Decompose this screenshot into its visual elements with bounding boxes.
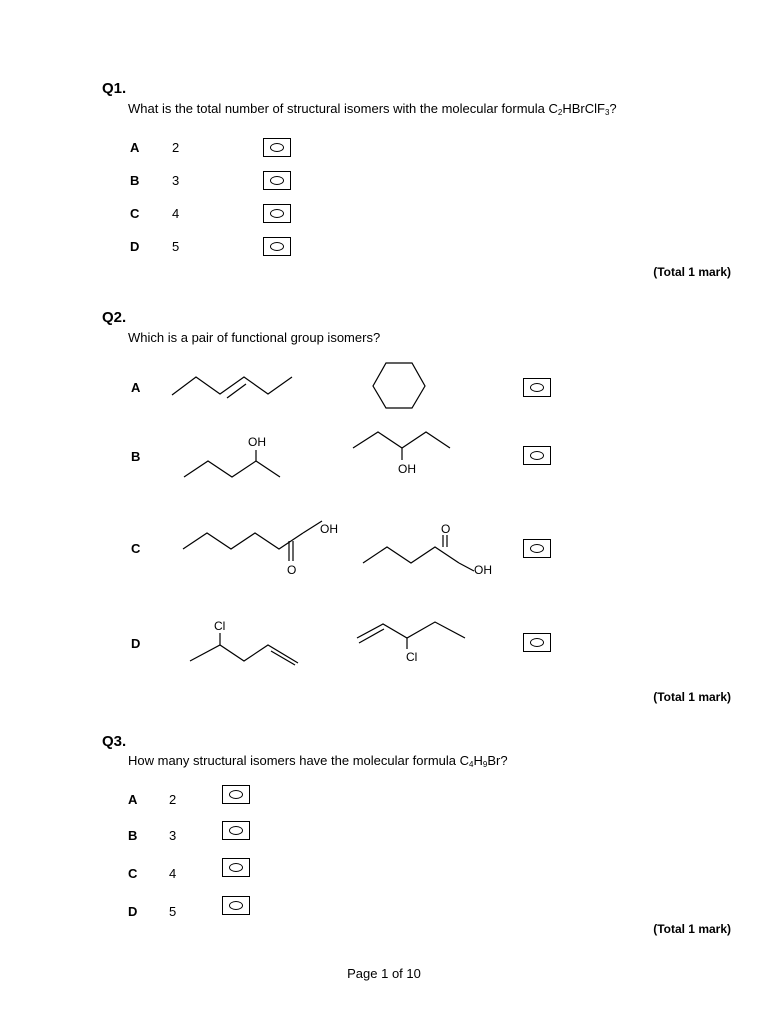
q1-sub2: 3 — [604, 108, 610, 117]
answer-oval-icon — [270, 242, 284, 251]
q2-b-oh-label-1: OH — [248, 435, 266, 449]
q2-d-cl-label-1: Cl — [214, 619, 226, 633]
q2-a-hex-2-ene-structure — [160, 360, 320, 420]
q2-option-c-answer-box[interactable] — [523, 539, 551, 558]
q3-option-c-answer-box[interactable] — [222, 858, 250, 877]
q3-number: Q3. — [102, 733, 127, 750]
q2-option-b-letter: B — [131, 449, 141, 464]
q1-number: Q1. — [102, 80, 127, 97]
q2-total-mark: (Total 1 mark) — [653, 690, 731, 704]
q2-d-chain-bonds — [190, 645, 298, 663]
q2-b2-chain-bonds — [353, 432, 450, 448]
q3-text-pre: How many structural isomers have the molecular formula C — [128, 753, 470, 768]
q2-c-o-label-1: O — [287, 563, 297, 577]
answer-oval-icon — [530, 544, 544, 553]
q2-a-double-bond — [227, 384, 246, 398]
q2-c-o-label-2: O — [441, 522, 451, 536]
q2-option-a-answer-box[interactable] — [523, 378, 551, 397]
q2-c-chain-bonds — [183, 533, 303, 549]
q1-option-b-value: 3 — [172, 173, 180, 188]
q3-text-post: Br? — [487, 753, 508, 768]
q2-option-d-letter: D — [131, 636, 141, 651]
q3-option-c-value: 4 — [169, 866, 177, 881]
page-footer: Page 1 of 10 — [347, 966, 421, 981]
answer-oval-icon — [229, 901, 243, 910]
q2-option-c-letter: C — [131, 541, 141, 556]
q2-a-cyclohexane-structure — [360, 355, 440, 425]
q2-option-b-answer-box[interactable] — [523, 446, 551, 465]
q1-total-mark: (Total 1 mark) — [653, 265, 731, 279]
q3-question-text — [128, 753, 508, 769]
answer-oval-icon — [530, 451, 544, 460]
answer-oval-icon — [229, 863, 243, 872]
q1-option-a-value: 2 — [172, 140, 180, 155]
q3-option-b-letter: B — [128, 828, 138, 843]
q2-number: Q2. — [102, 309, 127, 326]
answer-oval-icon — [270, 209, 284, 218]
q2-b-pentan-2-ol-structure — [170, 425, 310, 495]
q3-text-mid: H — [473, 753, 483, 768]
q1-option-b-answer-box[interactable] — [263, 171, 291, 190]
q3-option-b-value: 3 — [169, 828, 177, 843]
q2-c-oh-label-1: OH — [320, 522, 338, 536]
q2-d-double-bond — [271, 651, 295, 665]
q2-b-pentan-3-ol-structure — [340, 420, 480, 490]
q1-option-c-value: 4 — [172, 206, 180, 221]
q2-d2-double-bond — [359, 629, 384, 643]
q1-option-b-letter: B — [130, 173, 140, 188]
q2-c-oh-label-2: OH — [474, 563, 492, 577]
answer-oval-icon — [530, 638, 544, 647]
q3-total-mark: (Total 1 mark) — [653, 922, 731, 936]
q1-text-post: ? — [609, 101, 617, 116]
q1-option-a-letter: A — [130, 140, 140, 155]
q2-option-a-letter: A — [131, 380, 141, 395]
q1-option-a-answer-box[interactable] — [263, 138, 291, 157]
q2-c-pentanoic-acid-structure — [170, 515, 350, 585]
answer-oval-icon — [229, 826, 243, 835]
q2-c2-oh-bond — [459, 563, 474, 571]
q1-text-pre: What is the total number of structural isomers with the molecular formula C — [128, 101, 558, 116]
answer-oval-icon — [270, 143, 284, 152]
q3-option-d-value: 5 — [169, 904, 177, 919]
answer-oval-icon — [229, 790, 243, 799]
q3-sub2: 9 — [482, 760, 488, 769]
q1-option-d-answer-box[interactable] — [263, 237, 291, 256]
q2-question-text: Which is a pair of functional group isomers? — [128, 330, 381, 345]
q2-d-chloropentene-structure-2 — [350, 610, 490, 670]
q1-text-mid: HBrClF — [562, 101, 605, 116]
q1-option-c-answer-box[interactable] — [263, 204, 291, 223]
q1-question-text — [128, 101, 617, 117]
q2-b-oh-label-2: OH — [398, 462, 416, 476]
q2-a-chain-bonds — [172, 377, 292, 395]
q3-option-c-letter: C — [128, 866, 138, 881]
q3-option-d-letter: D — [128, 904, 138, 919]
q1-option-d-value: 5 — [172, 239, 180, 254]
q3-option-b-answer-box[interactable] — [222, 821, 250, 840]
q3-sub1: 4 — [469, 760, 474, 769]
q2-c-butanoic-acid-structure — [350, 515, 510, 585]
q1-sub1: 2 — [557, 108, 563, 117]
q3-option-a-answer-box[interactable] — [222, 785, 250, 804]
q2-a-cyclohexane-ring — [373, 363, 425, 408]
q3-option-a-letter: A — [128, 792, 138, 807]
q2-c2-chain-bonds — [363, 547, 459, 563]
answer-oval-icon — [270, 176, 284, 185]
q3-option-d-answer-box[interactable] — [222, 896, 250, 915]
q2-option-d-answer-box[interactable] — [523, 633, 551, 652]
q3-option-a-value: 2 — [169, 792, 177, 807]
q2-d-cl-label-2: Cl — [406, 650, 418, 664]
q2-b-chain-bonds — [184, 461, 280, 477]
q1-option-d-letter: D — [130, 239, 140, 254]
q1-option-c-letter: C — [130, 206, 140, 221]
q2-d-chloropentene-structure-1 — [180, 615, 320, 675]
answer-oval-icon — [530, 383, 544, 392]
